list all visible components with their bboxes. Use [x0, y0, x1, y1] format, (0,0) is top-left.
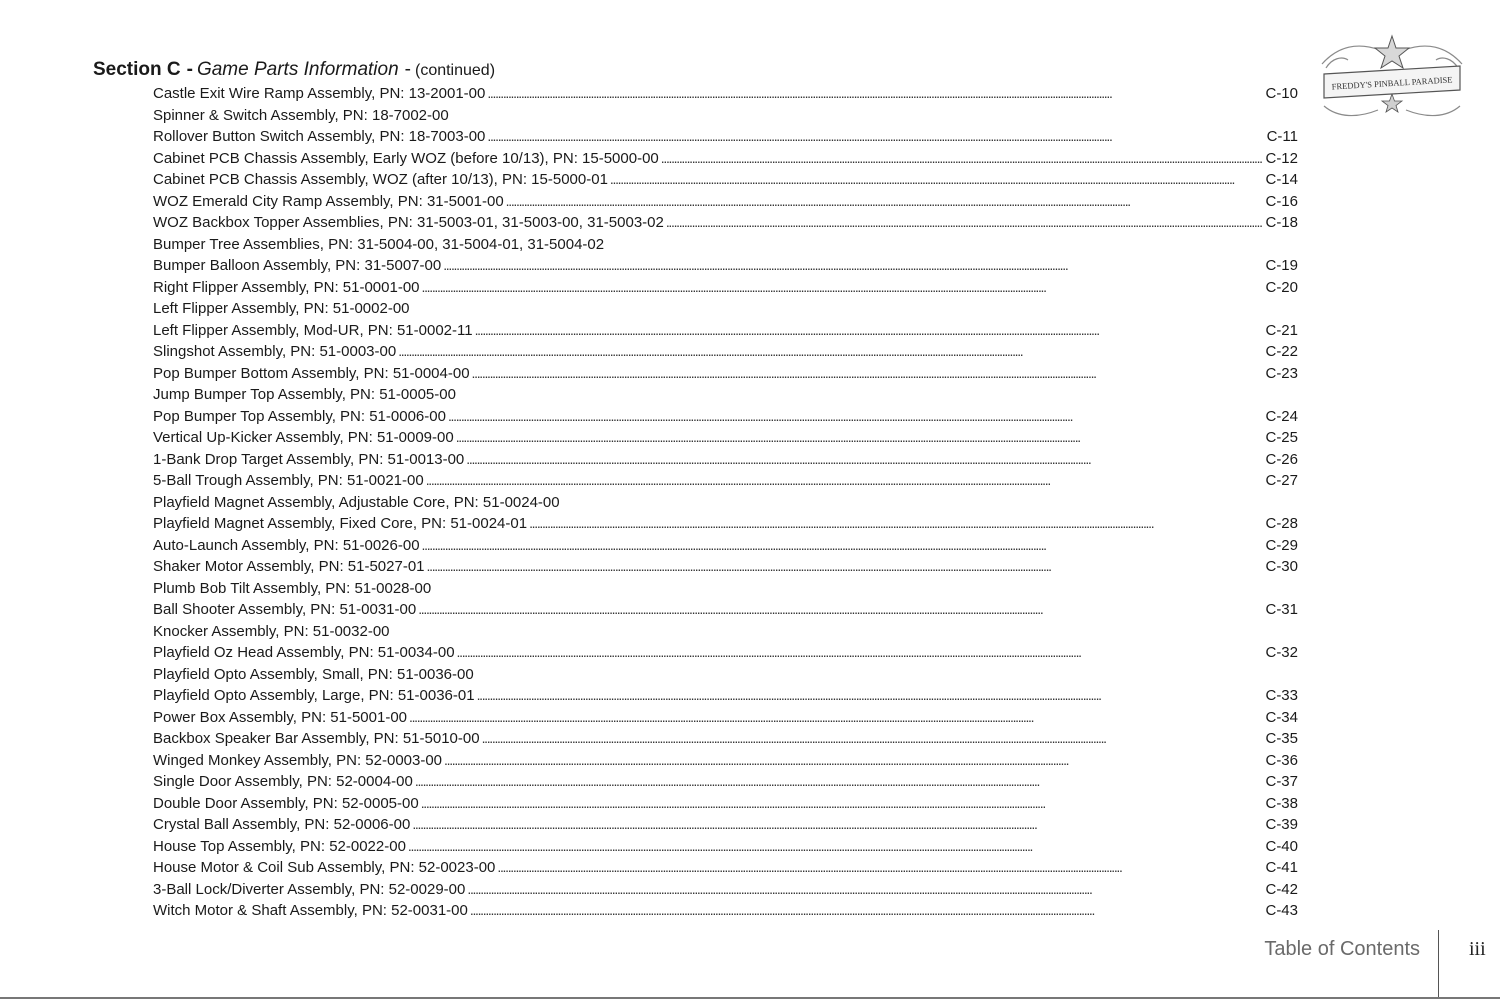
dot-leader	[448, 406, 1262, 428]
toc-entry[interactable]	[153, 492, 1298, 514]
toc-entry-page: C-34	[1265, 708, 1298, 726]
toc-entry[interactable]	[153, 384, 1298, 406]
dot-leader	[422, 535, 1262, 557]
toc-entry-page: C-24	[1265, 407, 1298, 425]
toc-entry-label: Auto-Launch Assembly, PN: 51-0026-00	[153, 536, 420, 554]
toc-entry-label: Playfield Opto Assembly, Large, PN: 51-0036-01	[153, 687, 475, 704]
toc-entry-label: Backbox Speaker Bar Assembly, PN: 51-5010-00	[153, 730, 480, 747]
toc-entry-label: Double Door Assembly, PN: 52-0005-00	[153, 794, 419, 812]
toc-entry-page: C-38	[1265, 794, 1298, 812]
toc-entry[interactable]	[153, 793, 1298, 815]
dot-leader	[472, 363, 1262, 385]
pinball-paradise-logo	[1318, 34, 1466, 120]
dot-leader	[418, 599, 1262, 621]
toc-entry[interactable]	[153, 556, 1298, 578]
logo-text: FREDDY'S PINBALL PARADISE	[1331, 74, 1453, 92]
page-bottom-rule	[0, 997, 1500, 999]
toc-entry-page: C-37	[1265, 773, 1298, 790]
toc-entry-page: C-36	[1265, 751, 1298, 769]
toc-entry-page: C-39	[1265, 816, 1298, 833]
toc-entry-label: Playfield Magnet Assembly, Adjustable Core, PN: 51-0024-00	[153, 493, 560, 511]
toc-entry[interactable]	[153, 685, 1298, 707]
toc-entry[interactable]	[153, 470, 1298, 492]
toc-entry-page: C-31	[1265, 601, 1298, 618]
toc-entry[interactable]	[153, 449, 1298, 471]
toc-entry-page: C-42	[1265, 880, 1298, 898]
dot-leader	[426, 470, 1262, 492]
toc-entry-label: Plumb Bob Tilt Assembly, PN: 51-0028-00	[153, 579, 432, 597]
toc-entry[interactable]	[153, 599, 1298, 621]
toc-entry-page: C-14	[1265, 171, 1298, 188]
toc-entry-label: Playfield Oz Head Assembly, PN: 51-0034-00	[153, 644, 455, 661]
toc-entry[interactable]	[153, 234, 1298, 256]
toc-entry-label: Pop Bumper Top Assembly, PN: 51-0006-00	[153, 407, 446, 425]
dot-leader	[422, 277, 1262, 299]
dot-leader	[408, 836, 1262, 858]
toc-entry[interactable]	[153, 212, 1298, 234]
toc-entry[interactable]	[153, 83, 1298, 105]
toc-entry-page: C-16	[1265, 192, 1298, 210]
toc-entry-page: C-20	[1265, 278, 1298, 296]
toc-entry[interactable]	[153, 578, 1298, 600]
dot-leader	[477, 685, 1262, 707]
toc-entry[interactable]	[153, 298, 1298, 320]
footer-section-label: Table of Contents	[1264, 938, 1420, 960]
toc-entry-page: C-26	[1265, 450, 1298, 468]
toc-entry-page: C-21	[1265, 321, 1298, 339]
section-number: Section C	[93, 59, 181, 80]
toc-entry-label: Bumper Tree Assemblies, PN: 31-5004-00, 31-5004-01, 31-5004-02	[153, 235, 605, 253]
toc-entry-page: C-18	[1265, 214, 1298, 231]
dot-leader	[487, 83, 1262, 105]
dot-leader	[421, 793, 1262, 815]
dot-leader	[415, 771, 1262, 793]
toc-entry-page: C-33	[1265, 687, 1298, 704]
toc-entry-label: 3-Ball Lock/Diverter Assembly, PN: 52-0029-00	[153, 880, 466, 898]
toc-entry[interactable]	[153, 707, 1298, 729]
dot-leader	[506, 191, 1262, 213]
toc-entry[interactable]	[153, 513, 1298, 535]
dot-leader	[457, 642, 1262, 664]
dot-leader	[487, 126, 1262, 148]
page-number: iii	[1469, 938, 1486, 960]
toc-entry[interactable]	[153, 642, 1298, 664]
toc-entry-label: Knocker Assembly, PN: 51-0032-00	[153, 622, 390, 640]
toc-entry[interactable]	[153, 191, 1298, 213]
section-heading	[93, 58, 495, 83]
toc-entry[interactable]	[153, 728, 1298, 750]
dot-leader	[666, 212, 1262, 234]
toc-entry-label: Winged Monkey Assembly, PN: 52-0003-00	[153, 751, 443, 769]
toc-entry-label: Spinner & Switch Assembly, PN: 18-7002-00	[153, 106, 449, 124]
dot-leader	[427, 556, 1262, 578]
toc-entry-page: C-40	[1265, 837, 1298, 855]
toc-entry-page: C-12	[1265, 149, 1298, 167]
toc-entry-label: WOZ Emerald City Ramp Assembly, PN: 31-5001-00	[153, 192, 504, 210]
toc-entry-page: C-29	[1265, 536, 1298, 554]
toc-entry[interactable]	[153, 363, 1298, 385]
footer-divider	[1438, 930, 1439, 998]
toc-entry-label: Vertical Up-Kicker Assembly, PN: 51-0009-00	[153, 429, 454, 446]
toc-entry-label: Witch Motor & Shaft Assembly, PN: 52-0031-00	[153, 902, 468, 919]
toc-entry-label: House Motor & Coil Sub Assembly, PN: 52-0023-00	[153, 859, 496, 876]
toc-entry[interactable]	[153, 255, 1298, 277]
toc-entry[interactable]	[153, 664, 1298, 686]
toc-entry[interactable]	[153, 814, 1298, 836]
continued-label: (continued)	[414, 62, 496, 79]
toc-entry-label: Pop Bumper Bottom Assembly, PN: 51-0004-00	[153, 364, 470, 382]
toc-entry-label: Bumper Balloon Assembly, PN: 31-5007-00	[153, 257, 442, 274]
dot-leader	[482, 728, 1262, 750]
toc-entry-label: Single Door Assembly, PN: 52-0004-00	[153, 773, 413, 790]
toc-entry[interactable]	[153, 126, 1298, 148]
dot-leader	[412, 814, 1262, 836]
toc-entry-page: C-10	[1265, 85, 1298, 102]
toc-entry[interactable]	[153, 836, 1298, 858]
dot-leader	[456, 427, 1262, 449]
toc-entry[interactable]	[153, 341, 1298, 363]
toc-entry-label: Ball Shooter Assembly, PN: 51-0031-00	[153, 601, 417, 618]
toc-entry-label: Castle Exit Wire Ramp Assembly, PN: 13-2001-00	[153, 85, 486, 102]
heading-dash: -	[186, 59, 193, 80]
toc-entry-label: Playfield Magnet Assembly, Fixed Core, PN: 51-0024-01	[153, 515, 528, 532]
toc-entry-label: Slingshot Assembly, PN: 51-0003-00	[153, 343, 397, 360]
toc-entry-label: Power Box Assembly, PN: 51-5001-00	[153, 708, 408, 726]
toc-entry[interactable]	[153, 148, 1298, 170]
toc-entry[interactable]	[153, 621, 1298, 643]
toc-entry[interactable]	[153, 750, 1298, 772]
toc-entry-label: Crystal Ball Assembly, PN: 52-0006-00	[153, 816, 411, 833]
toc-entry-label: Cabinet PCB Chassis Assembly, Early WOZ (before 10/13), PN: 15-5000-00	[153, 149, 659, 167]
toc-entry-page: C-35	[1265, 730, 1298, 747]
toc-entry[interactable]	[153, 320, 1298, 342]
toc-entry[interactable]	[153, 427, 1298, 449]
toc-entry-label: Cabinet PCB Chassis Assembly, WOZ (after 10/13), PN: 15-5000-01	[153, 171, 608, 188]
toc-entry-label: Rollover Button Switch Assembly, PN: 18-7003-00	[153, 128, 486, 145]
dot-leader	[444, 750, 1262, 772]
dot-leader	[475, 320, 1262, 342]
dot-leader	[466, 449, 1262, 471]
toc-entry[interactable]	[153, 857, 1298, 879]
toc-entry-page: C-32	[1265, 644, 1298, 661]
toc-entry[interactable]	[153, 771, 1298, 793]
toc-entry[interactable]	[153, 105, 1298, 127]
dot-leader	[398, 341, 1262, 363]
dot-leader	[610, 169, 1262, 191]
toc-list	[153, 83, 1298, 922]
dot-leader	[467, 879, 1262, 901]
dot-leader	[529, 513, 1262, 535]
dot-leader	[409, 707, 1262, 729]
toc-entry-page: C-41	[1265, 859, 1298, 876]
toc-entry[interactable]	[153, 900, 1298, 922]
toc-entry-label: Jump Bumper Top Assembly, PN: 51-0005-00	[153, 386, 456, 403]
toc-entry-page: C-43	[1265, 902, 1298, 919]
dot-leader	[470, 900, 1262, 922]
toc-entry-label: House Top Assembly, PN: 52-0022-00	[153, 837, 406, 855]
toc-entry[interactable]	[153, 535, 1298, 557]
toc-entry-page: C-30	[1265, 558, 1298, 575]
toc-entry-page: C-11	[1266, 128, 1298, 145]
toc-entry-label: 1-Bank Drop Target Assembly, PN: 51-0013-00	[153, 450, 465, 468]
toc-entry-label: Left Flipper Assembly, PN: 51-0002-00	[153, 300, 410, 317]
toc-entry-label: Shaker Motor Assembly, PN: 51-5027-01	[153, 558, 425, 575]
toc-entry[interactable]	[153, 879, 1298, 901]
toc-entry-label: Right Flipper Assembly, PN: 51-0001-00	[153, 278, 420, 296]
toc-entry-page: C-25	[1265, 429, 1298, 446]
toc-entry-label: Playfield Opto Assembly, Small, PN: 51-0036-00	[153, 665, 474, 683]
toc-entry-page: C-28	[1265, 515, 1298, 532]
toc-entry[interactable]	[153, 406, 1298, 428]
dot-leader	[443, 255, 1262, 277]
toc-entry-label: 5-Ball Trough Assembly, PN: 51-0021-00	[153, 472, 424, 489]
toc-entry-page: C-27	[1265, 472, 1298, 489]
toc-entry-page: C-23	[1265, 364, 1298, 382]
dot-leader	[497, 857, 1262, 879]
toc-entry-page: C-22	[1265, 343, 1298, 360]
toc-entry-page: C-19	[1265, 257, 1298, 274]
toc-entry-label: Left Flipper Assembly, Mod-UR, PN: 51-0002-11	[153, 321, 473, 339]
section-title: Game Parts Information	[196, 59, 399, 80]
toc-entry[interactable]	[153, 169, 1298, 191]
dot-leader	[661, 148, 1262, 170]
heading-dash-2: -	[404, 59, 411, 80]
toc-entry-label: WOZ Backbox Topper Assemblies, PN: 31-5003-01, 31-5003-00, 31-5003-02	[153, 214, 664, 231]
toc-entry[interactable]	[153, 277, 1298, 299]
